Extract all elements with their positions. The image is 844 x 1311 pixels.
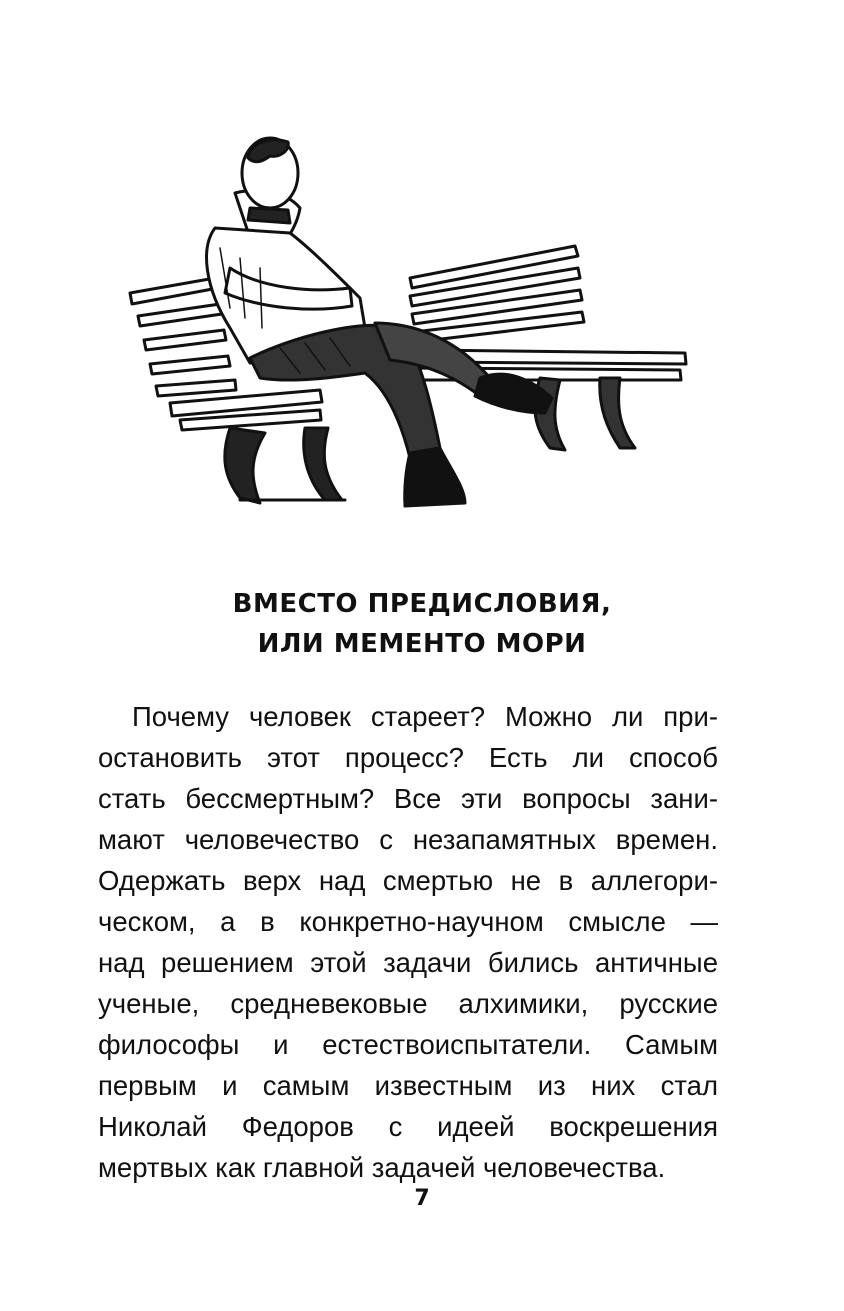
paragraph-line: Почему человек стареет? Можно ли при-	[132, 701, 718, 732]
paragraph-line: первым и самым известным из них стал	[98, 1070, 718, 1101]
man-on-bench-illustration	[120, 128, 700, 548]
bench-drawing-icon	[120, 128, 700, 548]
chapter-heading-line-2: ИЛИ МЕМЕНТО МОРИ	[257, 629, 587, 659]
paragraph-line: над решением этой задачи бились античные	[98, 947, 718, 978]
paragraph-line: философы и естествоиспытатели. Самым	[98, 1029, 718, 1060]
paragraph-line: стать бессмертным? Все эти вопросы зани-	[98, 783, 718, 814]
body-paragraph	[98, 696, 718, 1188]
paragraph-line: ческом, а в конкретно-научном смысле —	[98, 906, 718, 937]
paragraph-line: мертвых как главной задачей человечества.	[98, 1152, 666, 1183]
paragraph-line: Николай Федоров с идеей воскрешения	[98, 1111, 718, 1142]
paragraph-line: остановить этот процесс? Есть ли способ	[98, 742, 718, 773]
page-number: 7	[414, 1186, 430, 1211]
paragraph-line: ученые, средневековые алхимики, русские	[98, 988, 718, 1019]
paragraph-line: мают человечество с незапамятных времен.	[98, 824, 718, 855]
paragraph-line: Одержать верх над смертью не в аллегори-	[98, 865, 718, 896]
chapter-heading	[0, 584, 844, 664]
chapter-heading-line-1: ВМЕСТО ПРЕДИСЛОВИЯ,	[232, 589, 612, 619]
